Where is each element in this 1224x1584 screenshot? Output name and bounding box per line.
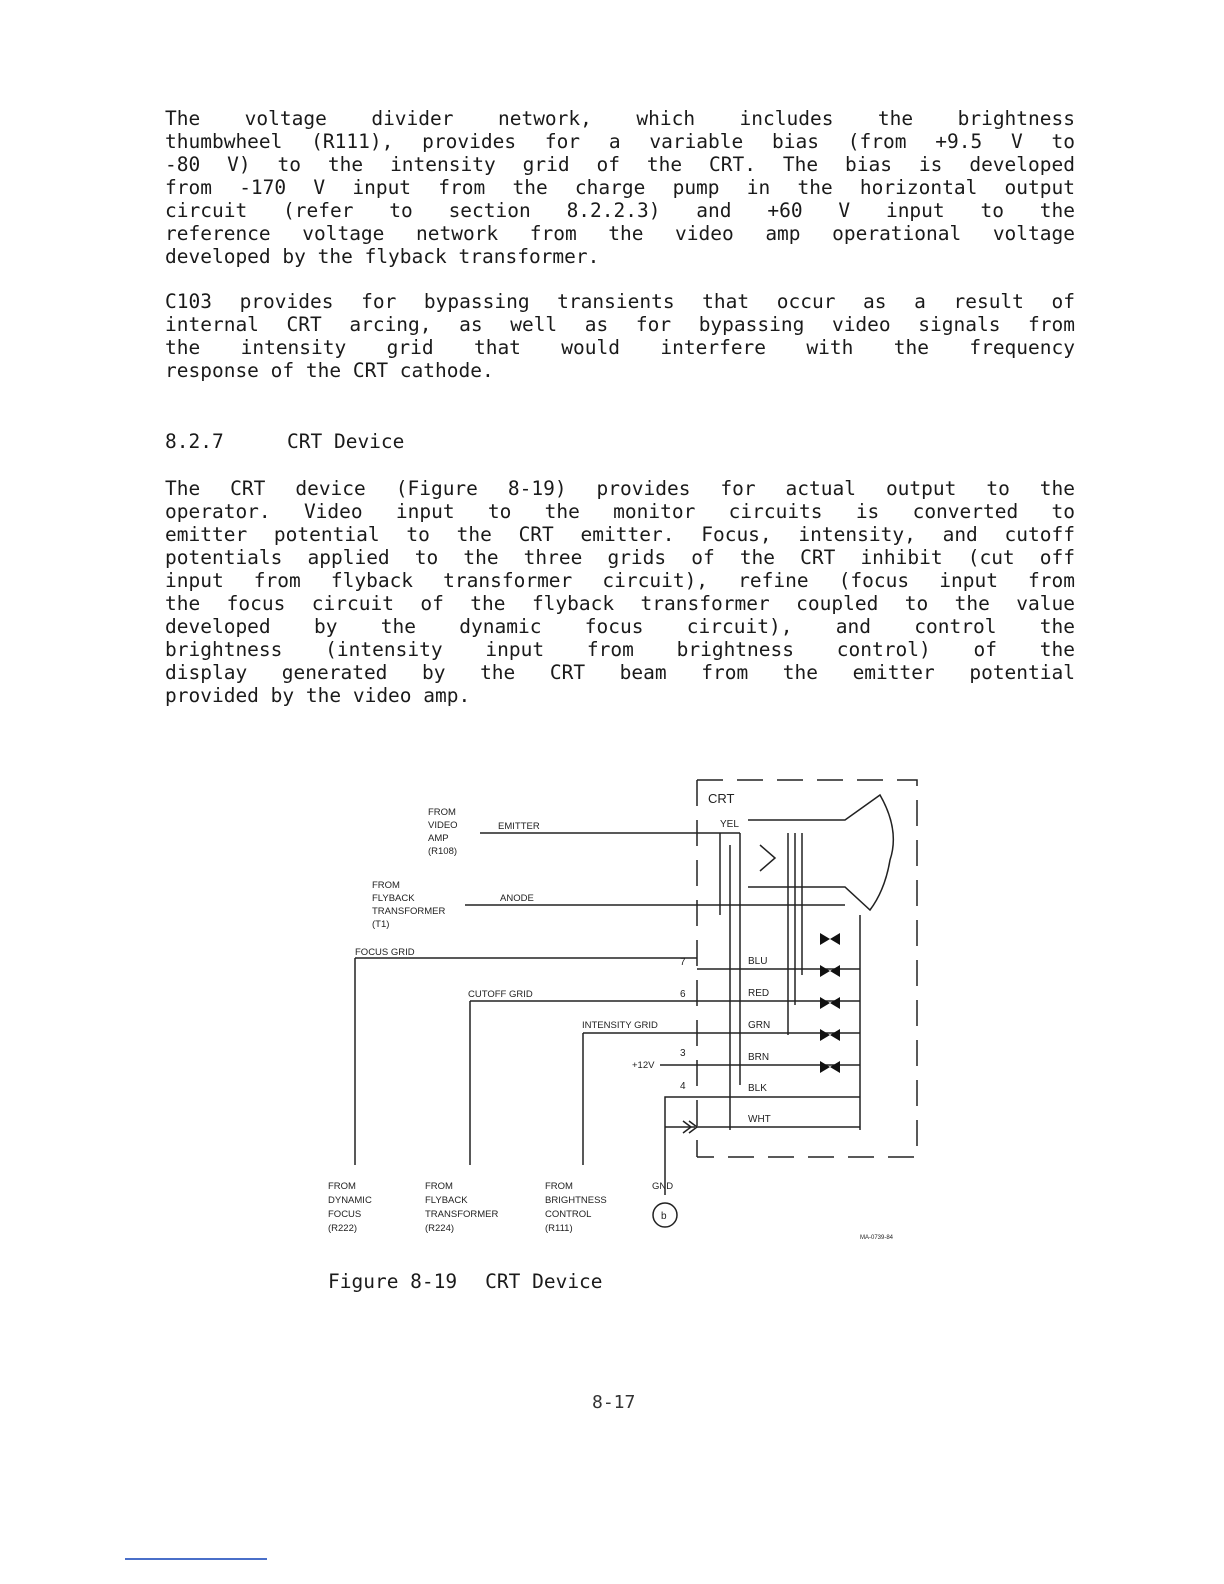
text-line: -80 V) to the intensity grid of the CRT. The bias is developed [165, 153, 1075, 176]
spark-gaps [820, 933, 840, 1073]
paragraph-voltage-divider [165, 107, 1075, 268]
text-line: The voltage divider network, which includes the brightness [165, 107, 1075, 130]
crt-schematic [328, 775, 930, 1245]
svg-text:4: 4 [680, 1081, 686, 1092]
text-line: the focus circuit of the flyback transformer coupled to the value [165, 592, 1075, 615]
section-heading [165, 430, 404, 453]
text-line: C103 provides for bypassing transients that occur as a result of [165, 290, 1075, 313]
svg-text:DYNAMIC: DYNAMIC [328, 1195, 372, 1206]
svg-text:3: 3 [680, 1048, 686, 1059]
emitter-label: EMITTER [498, 821, 540, 832]
svg-text:GRN: GRN [748, 1020, 771, 1031]
text-line: response of the CRT cathode. [165, 359, 494, 382]
text-line: the intensity grid that would interfere with the frequency [165, 336, 1075, 359]
svg-text:TRANSFORMER: TRANSFORMER [372, 906, 446, 917]
svg-text:(R222): (R222) [328, 1223, 358, 1234]
figure-number: Figure 8-19 [328, 1270, 458, 1293]
from-dynamic-focus-label [328, 1181, 372, 1234]
text-line: developed by the dynamic focus circuit), and control the [165, 615, 1075, 638]
gnd-label: GND [652, 1181, 674, 1192]
anode-label: ANODE [500, 893, 534, 904]
focus-grid-label: FOCUS GRID [355, 947, 415, 958]
cutoff-grid-label: CUTOFF GRID [468, 989, 533, 1000]
text-line: operator. Video input to the monitor circuits is converted to [165, 500, 1075, 523]
text-line: developed by the flyback transformer. [165, 245, 600, 268]
page-number: 8-17 [592, 1392, 636, 1413]
text-line: potentials applied to the three grids of the CRT inhibit (cut off [165, 546, 1075, 569]
svg-text:(T1): (T1) [372, 919, 390, 930]
section-title: CRT Device [287, 430, 405, 453]
svg-text:6: 6 [680, 989, 686, 1000]
svg-text:(R108): (R108) [428, 846, 458, 857]
paragraph-c103 [165, 290, 1075, 382]
wire-color-labels [720, 819, 771, 1125]
paragraph-crt-device [165, 477, 1075, 707]
svg-text:(R111): (R111) [545, 1223, 573, 1234]
svg-text:RED: RED [748, 988, 770, 999]
from-brightness-control-label [545, 1181, 607, 1234]
figure-caption [328, 1270, 603, 1293]
figure-title: CRT Device [485, 1270, 603, 1293]
svg-text:FLYBACK: FLYBACK [372, 893, 415, 904]
svg-text:BRIGHTNESS: BRIGHTNESS [545, 1195, 607, 1206]
section-number: 8.2.7 [165, 430, 224, 453]
svg-text:FROM: FROM [545, 1181, 573, 1192]
svg-text:VIDEO: VIDEO [428, 820, 458, 831]
crt-label: CRT [708, 791, 735, 806]
text-line: emitter potential to the CRT emitter. Focus, intensity, and cutoff [165, 523, 1075, 546]
text-line: brightness (intensity input from brightness control) of the [165, 638, 1075, 661]
plus12v-label: +12V [632, 1060, 655, 1071]
text-line: circuit (refer to section 8.2.2.3) and +60 V input to the [165, 199, 1075, 222]
pin-numbers [680, 957, 686, 1092]
intensity-grid-label: INTENSITY GRID [582, 1020, 658, 1031]
from-flyback-label [372, 880, 446, 930]
svg-text:FROM: FROM [425, 1181, 453, 1192]
svg-text:YEL: YEL [720, 819, 739, 830]
svg-text:(R224): (R224) [425, 1223, 455, 1234]
figure-code: MA-0739-84 [860, 1235, 894, 1241]
text-line: display generated by the CRT beam from the emitter potential [165, 661, 1075, 684]
svg-text:BLK: BLK [748, 1083, 767, 1094]
svg-text:7: 7 [680, 957, 686, 968]
text-line: provided by the video amp. [165, 684, 471, 707]
text-line: from -170 V input from the charge pump in the horizontal output [165, 176, 1075, 199]
svg-text:TRANSFORMER: TRANSFORMER [425, 1209, 499, 1220]
svg-text:WHT: WHT [748, 1114, 771, 1125]
svg-text:FROM: FROM [372, 880, 400, 891]
text-line: reference voltage network from the video amp operational voltage [165, 222, 1075, 245]
svg-text:BRN: BRN [748, 1052, 770, 1063]
svg-text:CONTROL: CONTROL [545, 1209, 592, 1220]
svg-text:FROM: FROM [328, 1181, 356, 1192]
footer-rule [125, 1558, 267, 1560]
svg-text:BLU: BLU [748, 956, 768, 967]
svg-text:FROM: FROM [428, 807, 456, 818]
crt-tube-outline [748, 795, 893, 910]
text-line: input from flyback transformer circuit), refine (focus input from [165, 569, 1075, 592]
text-line: The CRT device (Figure 8-19) provides for actual output to the [165, 477, 1075, 500]
svg-text:FOCUS: FOCUS [328, 1209, 362, 1220]
text-line: thumbwheel (R111), provides for a variable bias (from +9.5 V to [165, 130, 1075, 153]
text-line: internal CRT arcing, as well as for bypassing video signals from [165, 313, 1075, 336]
svg-text:FLYBACK: FLYBACK [425, 1195, 468, 1206]
gnd-symbol-letter: b [661, 1211, 667, 1222]
svg-text:AMP: AMP [428, 833, 449, 844]
crt-gun-symbol [760, 845, 775, 871]
from-flyback-transformer-label [425, 1181, 499, 1234]
from-video-amp-label [428, 807, 458, 857]
